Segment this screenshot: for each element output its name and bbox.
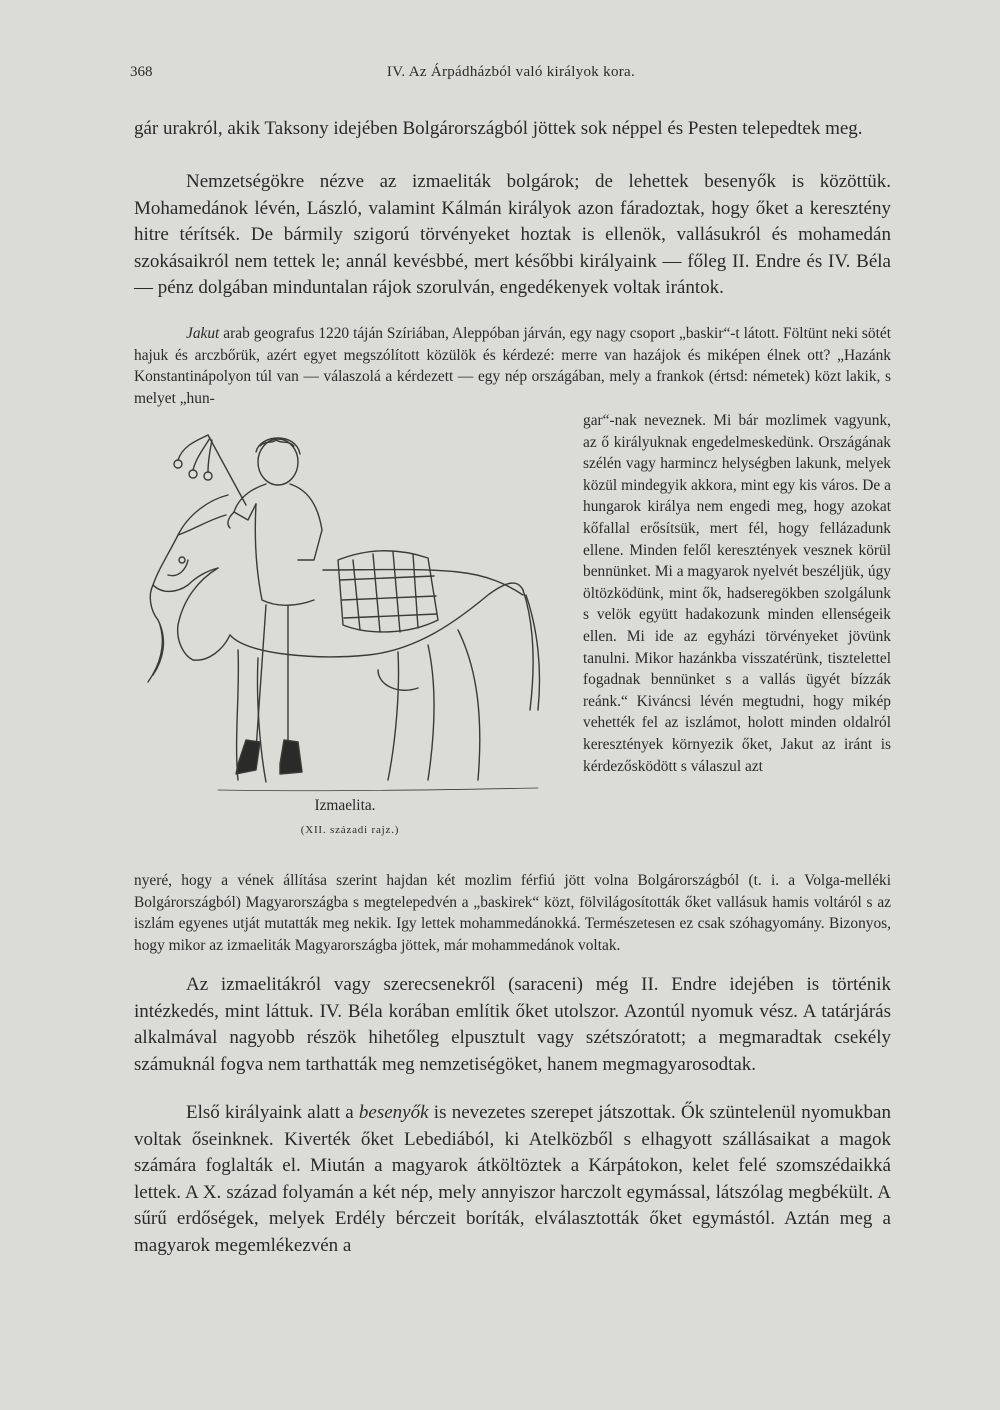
paragraph-2: Nemzetségökre nézve az izmaeliták bolgárok; de lehettek besenyők is közöttük. Mohamedánok lévén, László, valamint Kálmán királyok azon fáradoztak, hogy őket a keresztény hitre térítsék. De bármily szigorú törvényeket hoztak is ellenök, vallásukról és mohamedán szokásaikról nem tettek le; annál kevésbbé, mert későbbi királyaink — főleg II. Endre és IV. Béla — pénz dolgában minduntalan rájok szorulván, engedékenyek voltak irántok.: [134, 171, 891, 298]
paragraph-4: [134, 1100, 891, 1259]
small-paragraph-1-cont: gar“-nak neveznek. Mi bár mozlimek vagyunk, az ő királyuknak engedelmeskedünk. Országának szélén vagy harmincz helységben lakunk, melyek közül mindegyik akkora, mint egy kis város. De a hungarok királya nem engedi meg, hogy azokat kőfallal erősítsük, mert fél, hogy fellázadunk ellene. Minden felől keresztények vesznek körül bennünket. Mi a magyarok nyelvét beszéljük, úgy öltözködünk, mint ők, hadseregökben szolgálunk s velök együtt hadakozunk minden ellenségeik ellen. Mi ide az egyházi törvényeket jövünk tanulni. Mikor hazánkba visszatérünk, tisztelettel fogadnak bennünket s a vallás ügyét bízzák reánk.“ Kiváncsi lévén megtudni, hogy mikép vehették fel az iszlámot, holott minden oldalról keresztények környezik őket, Jakut az iránt is kérdezősködött s válaszul azt: [583, 412, 891, 775]
small-paragraph-1: [134, 323, 891, 409]
small-text-1: arab geografus 1220 táján Szíriában, Aleppóban járván, egy nagy csoport „baskir“-t látott. Föltünt neki sötét hajuk és arczbőrük, azért egyet megszólított közülök és kérdezé: merre van hazájok és miképen élnek ott? „Hazánk Konstantinápolyon túl van — válaszolá a kérdezett — egy nép országában, mely a frankok (értsd: németek) közt lakik, s melyet „hun-: [134, 325, 891, 407]
paragraph-1: gár urakról, akik Taksony idejében Bolgárországból jöttek sok néppel és Pesten telepedtek meg.: [134, 118, 863, 139]
paragraph-4-italic: besenyők: [358, 1102, 429, 1123]
page-header: [130, 64, 892, 88]
name-jakut: Jakut: [186, 325, 220, 342]
figure-caption-sub: (XII. századi rajz.): [300, 824, 400, 836]
figure-caption: Izmaelita.: [314, 797, 376, 814]
paragraph-4-text-b: is nevezetes szerepet játszottak. Ők szüntelenül nyomukban voltak őseinknek. Kiverték őket Lebediából, ki Atelközből s elhagyott szállásaikat a magok számára foglalták el. Miután a magyarok átköltöztek a Kárpátokon, kelet felé szomszédaikká lettek. A X. század folyamán a két nép, mely annyiszor harczolt egymással, látszólag megbékült. A sűrű erdőségek, melyek Erdély bérczeit boríták, elválasztották őket egymástól. Aztán meg a magyarok megemlékezvén a: [134, 1102, 891, 1256]
running-head: IV. Az Árpádházból való királyok kora.: [386, 64, 636, 80]
paragraph-4-text-a: Első királyaink alatt a: [186, 1102, 359, 1123]
izmaelita-drawing: [138, 420, 568, 840]
page-number: 368: [130, 64, 153, 80]
paragraph-3: Az izmaelitákról vagy szerecsenekről (saraceni) még II. Endre idejében is történik intézkedés, mint láttuk. IV. Béla korában említik őket utolszor. Azontúl nyomuk vész. A tatárjárás alkalmával nagyobb részök hihetőleg elpusztult vagy szétszóratott; a megmaradtak csekély számuknál fogva nem tarthatták meg nemzetiségöket, hanem megmagyarosodtak.: [134, 974, 891, 1075]
figure-izmaelita: [138, 420, 568, 840]
small-paragraph-1-end: nyeré, hogy a vének állítása szerint hajdan két mozlim férfiú jött volna Bolgárországból (t. i. a Volga-melléki Bolgárországból) Magyarországba s megtelepedvén a „baskirek“ közt, fölvilágosították őket vallásuk hamis voltáról s az iszlám egyenes utját mutatták meg nekik. Igy lettek mohammedánokká. Természetesen ez csak szóhagyomány. Bizonyos, hogy mikor az izmaeliták Magyarországba jöttek, már mohammedánok voltak.: [134, 872, 891, 954]
